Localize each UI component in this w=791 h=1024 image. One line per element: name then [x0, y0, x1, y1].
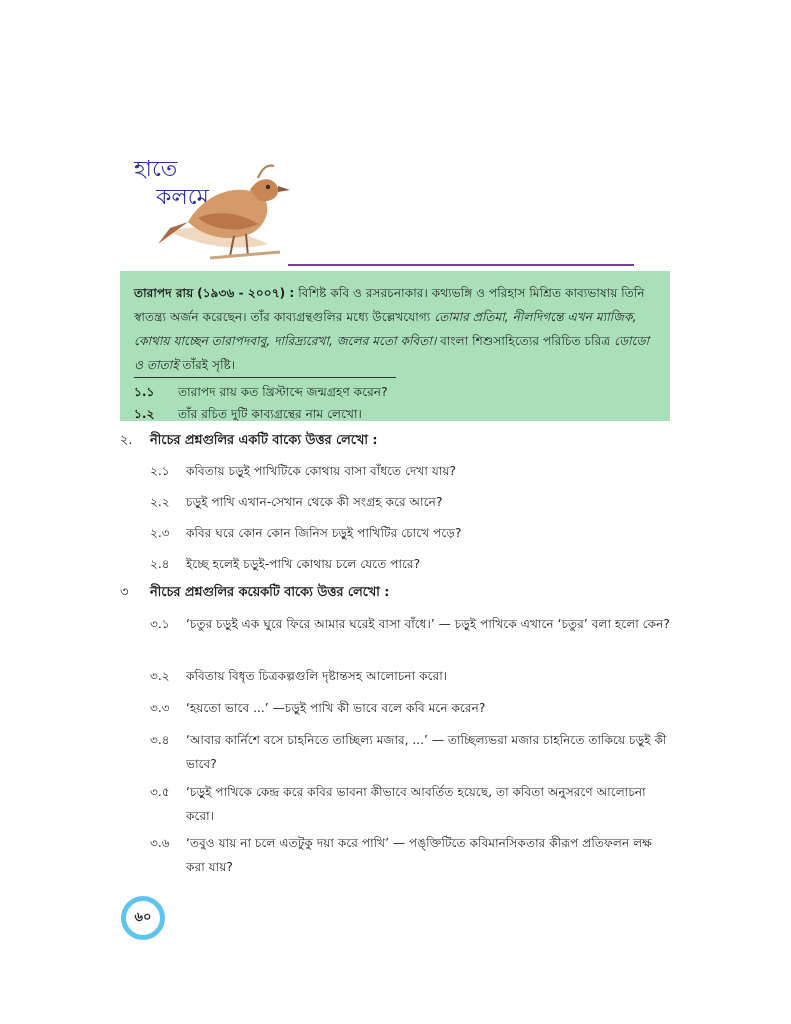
question-number: ৩.৪	[150, 733, 170, 747]
section-3-heading	[120, 583, 389, 604]
title-line-1: হাতে	[134, 157, 178, 182]
bio-text-2: বাংলা শিশুসাহিত্যের পরিচিত চরিত্র	[440, 334, 615, 348]
title-line-2: কলমে	[156, 185, 209, 210]
question-number: ৩.২	[150, 669, 170, 683]
question-3-6	[150, 831, 670, 879]
bio-text-3: তাঁরই সৃষ্টি।	[182, 358, 236, 372]
section-heading-text: নীচের প্রশ্নগুলির একটি বাক্যে উত্তর লেখো :	[150, 433, 378, 448]
author-info-box	[120, 271, 670, 421]
bio-question-2	[134, 403, 656, 425]
question-number: ২.৩	[150, 526, 170, 540]
question-text: চড়ুই পাখি এখান-সেখান থেকে কী সংগ্রহ করে আনে?	[186, 495, 443, 509]
question-2-3	[150, 521, 670, 545]
question-number: ৩.৬	[150, 836, 170, 850]
question-text: কবিতায় চড়ুই পাখিটিকে কোথায় বাসা বাঁধতে দেখা যায়?	[186, 464, 457, 478]
question-text: তাঁর রচিত দুটি কাব্যগ্রন্থের নাম লেখো।	[178, 407, 362, 421]
page-number: ৬০	[134, 909, 152, 925]
question-text: ‘আবার কার্নিশে বসে চাহনিতে তাচ্ছিল্য মজার, ...’ — তাচ্ছিল্যভরা মজার চাহনিতে তাকিয়ে চড়ুই কী ভাবে?	[186, 733, 667, 771]
question-text: ‘হয়তো ভাবে ...’ —চড়ুই পাখি কী ভাবে বলে কবি মনে করেন?	[186, 701, 486, 715]
question-text: ‘চতুর চড়ুই এক ঘুরে ফিরে আমার ঘরেই বাসা বাঁধে।’ — চড়ুই পাখিকে এখানে ‘চতুর’ বলা হলো কেন?	[186, 617, 670, 631]
question-text: ‘চড়ুই পাখিকে কেন্দ্র করে কবির ভাবনা কীভাবে আবর্তিত হয়েছে, তা কবিতা অনুসরণে আলোচনা করো।	[186, 785, 646, 823]
question-number: ৩.৩	[150, 701, 170, 715]
question-number: ২.৪	[150, 557, 170, 571]
question-2-1	[150, 459, 670, 483]
header-rule	[288, 264, 634, 266]
question-number: ৩.১	[150, 617, 170, 631]
page-number-badge	[121, 896, 165, 940]
section-number: ২.	[120, 433, 133, 448]
question-3-2	[150, 664, 670, 688]
section-2-heading	[120, 431, 378, 452]
author-name: তারাপদ রায়	[134, 286, 194, 300]
bio-divider	[134, 377, 396, 378]
question-text: তারাপদ রায় কত খ্রিস্টাব্দে জন্মগ্রহণ করেন?	[178, 385, 388, 399]
question-text: ইচ্ছে হলেই চড়ুই-পাখি কোথায় চলে যেতে পারে?	[186, 557, 421, 571]
question-2-4	[150, 552, 670, 576]
bio-text-1: বিশিষ্ট কবি ও রসরচনাকার। কথ্যভঙ্গি ও পরিহাস মিশ্রিত কাব্যভাষায় তিনি স্বাতন্ত্র্য অর্জন করেছেন। তাঁর কাব্যগ্রন্থগুলির মধ্যে উল্লেখযোগ্য	[134, 286, 645, 324]
question-2-2	[150, 490, 670, 514]
bio-question-1	[134, 381, 656, 403]
sparrow-icon	[150, 152, 300, 264]
question-number: ১.২	[134, 407, 155, 421]
section-heading-text: নীচের প্রশ্নগুলির কয়েকটি বাক্যে উত্তর লেখো :	[150, 585, 390, 600]
bio-works: তোমার প্রতিমা, নীলদিগন্তে এখন ম্যাজিক, কোথায় যাচ্ছেন তারাপদবাবু, দারিদ্র্যরেখা, জলের মতো কবিতা।	[134, 310, 637, 348]
question-text: কবির ঘরে কোন কোন জিনিস চড়ুই পাখিটির চোখে পড়ে?	[186, 526, 462, 540]
author-years: (১৯৩৬ - ২০০৭) :	[197, 286, 295, 300]
question-3-5	[150, 780, 670, 828]
question-number: ১.১	[134, 385, 155, 399]
question-text: কবিতায় বিধৃত চিত্রকল্পগুলি দৃষ্টান্তসহ আলোচনা করো।	[186, 669, 448, 683]
question-number: ৩.৫	[150, 785, 170, 799]
author-bio	[134, 281, 656, 377]
question-text: ‘তবুও যায় না চলে এতটুকু দয়া করে পাখি’ — পঙ্‌ক্তিটিতে কবিমানসিকতার কীরূপ প্রতিফলন লক্ষ করা যায়?	[186, 836, 653, 874]
question-3-3	[150, 696, 670, 720]
bio-characters: ডোডো ও তাতাই	[134, 334, 649, 372]
question-3-4	[150, 728, 670, 776]
question-number: ২.২	[150, 495, 170, 509]
question-number: ২.১	[150, 464, 170, 478]
question-3-1	[150, 612, 670, 636]
section-number: ৩	[120, 585, 129, 600]
